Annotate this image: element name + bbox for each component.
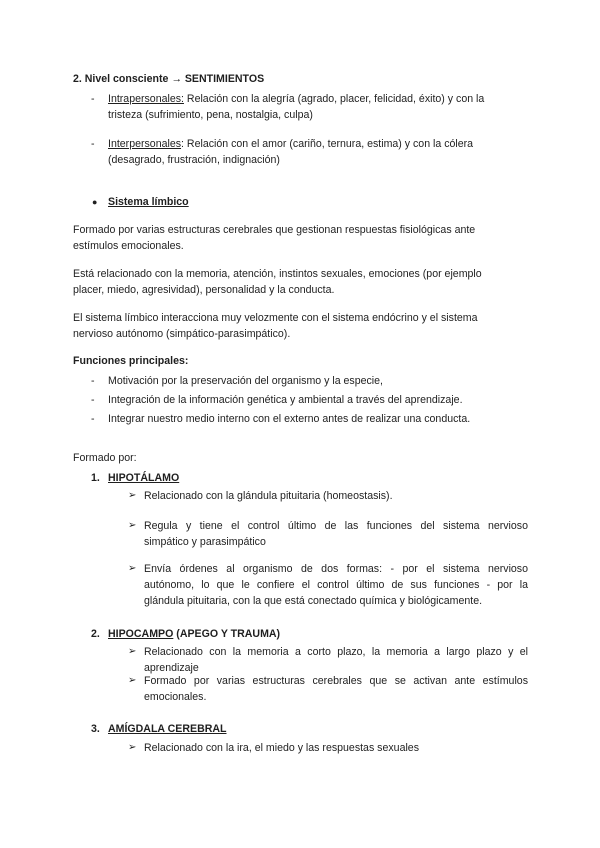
part-number: 3. [91,723,100,735]
part-title-hipocampo [108,626,280,642]
part-title-extra: (APEGO Y TRAUMA) [173,628,281,640]
item-line: Relacionado con la ira, el miedo y las respuestas sexuales [144,742,419,754]
dash-bullet: - [91,375,95,387]
level-text: Relación con la alegría (agrado, placer, felicidad, éxito) y con la [183,93,485,105]
dash-bullet: - [91,138,95,150]
part-item [144,740,528,756]
dash-bullet: - [91,413,95,425]
item-line: Formado por varias estructuras cerebrales que se activan ante estímulos [144,675,528,687]
item-line: emocionales. [144,691,207,703]
level-text-continued: tristeza (sufrimiento, pena, nostalgia, culpa) [108,109,313,121]
limbic-title: Sistema límbico [108,196,189,208]
paragraph-line: nervioso autónomo (simpático-parasimpático). [73,328,291,340]
functions-title: Funciones principales: [73,355,189,367]
paragraph-line: Está relacionado con la memoria, atención, instintos sexuales, emociones (por ejemplo [73,268,482,280]
level-text: : Relación con el amor (cariño, ternura, estima) y con la cólera [181,138,474,150]
bullet-icon: ● [92,197,98,207]
item-line: Relacionado con la glándula pituitaria (homeostasis). [144,490,393,502]
limbic-paragraph-1 [73,222,533,254]
arrow-bullet-icon: ➢ [128,675,137,686]
item-line: Regula y tiene el control último de las funciones del sistema nervioso [144,520,528,532]
section-heading: 2. Nivel consciente → SENTIMIENTOS [73,73,265,85]
function-item: Motivación por la preservación del organismo y la especie, [108,375,383,387]
arrow-bullet-icon: ➢ [128,490,137,501]
item-line: autónomo, lo que le confiere el control último de sus funciones - por la [144,579,528,591]
paragraph-line: El sistema límbico interacciona muy velozmente con el sistema endócrino y el sistema [73,312,478,324]
item-line: Relacionado con la memoria a corto plazo, la memoria a largo plazo y el [144,646,528,658]
level-label: Intrapersonales: [108,93,184,105]
arrow-bullet-icon: ➢ [128,563,137,574]
part-number: 2. [91,628,100,640]
limbic-paragraph-2 [73,266,533,298]
dash-bullet: - [91,394,95,406]
level-intrapersonal [108,91,528,123]
paragraph-line: estímulos emocionales. [73,240,184,252]
formed-by-label: Formado por: [73,452,137,464]
level-text-continued: (desagrado, frustración, indignación) [108,154,280,166]
part-title-main: HIPOCAMPO [108,628,174,640]
part-item [144,561,528,609]
paragraph-line: placer, miedo, agresividad), personalidad y la conducta. [73,284,335,296]
part-item [144,518,528,550]
level-interpersonal [108,136,528,168]
dash-bullet: - [91,93,95,105]
arrow-bullet-icon: ➢ [128,646,137,657]
part-title-amigdala: AMÍGDALA CEREBRAL [108,723,227,735]
paragraph-line: Formado por varias estructuras cerebrales que gestionan respuestas fisiológicas ante [73,224,476,236]
part-item [144,673,528,705]
item-line: aprendizaje [144,662,199,674]
item-line: glándula pituitaria, con la que está conectado química y biológicamente. [144,595,483,607]
arrow-bullet-icon: ➢ [128,520,137,531]
level-label: Interpersonales [108,138,182,150]
part-item [144,644,528,676]
part-number: 1. [91,472,100,484]
function-item: Integrar nuestro medio interno con el externo antes de realizar una conducta. [108,413,471,425]
limbic-paragraph-3 [73,310,533,342]
part-title-hipotalamo: HIPOTÁLAMO [108,472,180,484]
function-item: Integración de la información genética y ambiental a través del aprendizaje. [108,394,463,406]
arrow-bullet-icon: ➢ [128,742,137,753]
part-item [144,488,528,504]
item-line: simpático y parasimpático [144,536,266,548]
item-line: Envía órdenes al organismo de dos formas: - por el sistema nervioso [144,563,528,575]
